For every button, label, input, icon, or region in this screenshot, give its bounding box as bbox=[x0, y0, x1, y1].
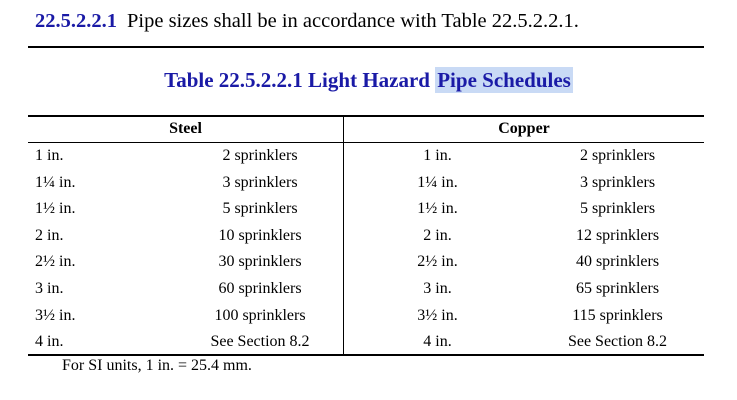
table-row bbox=[0, 145, 737, 172]
steel-size: 4 in. bbox=[35, 333, 64, 351]
table-row bbox=[0, 305, 737, 332]
steel-count: 2 sprinklers bbox=[222, 147, 298, 164]
copper-count: 5 sprinklers bbox=[579, 200, 656, 218]
copper-size: 1¼ in. bbox=[417, 173, 458, 191]
table-row bbox=[0, 198, 737, 225]
steel-count: 3 sprinklers bbox=[222, 173, 298, 191]
copper-size: 3 in. bbox=[423, 279, 452, 297]
table-top-rule bbox=[28, 115, 704, 117]
copper-size: 1½ in. bbox=[417, 200, 458, 218]
table-row bbox=[0, 278, 737, 305]
copper-count: 3 sprinklers bbox=[579, 173, 656, 191]
section-divider bbox=[28, 46, 704, 48]
steel-count: 100 sprinklers bbox=[214, 306, 306, 324]
paragraph bbox=[35, 10, 579, 33]
table-row bbox=[0, 225, 737, 252]
copper-count: 65 sprinklers bbox=[575, 279, 660, 297]
steel-size: 1¼ in. bbox=[35, 173, 76, 191]
header-rule bbox=[28, 142, 704, 143]
table-row bbox=[0, 172, 737, 199]
copper-count: 40 sprinklers bbox=[575, 253, 660, 271]
table-footnote: For SI units, 1 in. = 25.4 mm. bbox=[62, 357, 252, 374]
paragraph-number: 22.5.2.2.1 bbox=[35, 10, 117, 32]
table-title bbox=[0, 68, 737, 93]
table-row bbox=[0, 251, 737, 278]
steel-size: 2½ in. bbox=[35, 253, 76, 271]
copper-count: 12 sprinklers bbox=[575, 226, 660, 244]
table-title-prefix: Table 22.5.2.2.1 Light Hazard bbox=[164, 68, 436, 92]
steel-size: 1½ in. bbox=[35, 200, 76, 218]
steel-size: 3 in. bbox=[35, 279, 64, 297]
copper-count: 115 sprinklers bbox=[572, 306, 663, 324]
copper-size: 1 in. bbox=[423, 147, 452, 164]
steel-count: 60 sprinklers bbox=[218, 279, 302, 297]
steel-size: 3½ in. bbox=[35, 306, 76, 324]
copper-size: 2 in. bbox=[423, 226, 452, 244]
steel-count: See Section 8.2 bbox=[210, 333, 310, 351]
steel-count: 5 sprinklers bbox=[222, 200, 298, 218]
steel-count: 30 sprinklers bbox=[218, 253, 302, 271]
copper-size: 3½ in. bbox=[417, 306, 458, 324]
copper-size: 2½ in. bbox=[417, 253, 458, 271]
copper-count: See Section 8.2 bbox=[567, 333, 668, 351]
table-body bbox=[0, 145, 737, 358]
table-title-highlight: Pipe Schedules bbox=[437, 68, 571, 92]
steel-count: 10 sprinklers bbox=[218, 226, 302, 244]
copper-count: 2 sprinklers bbox=[579, 147, 656, 164]
paragraph-text: Pipe sizes shall be in accordance with Table 22.5.2.2.1. bbox=[127, 10, 579, 32]
header-copper: Copper bbox=[498, 120, 550, 137]
steel-size: 2 in. bbox=[35, 226, 64, 244]
copper-size: 4 in. bbox=[423, 333, 452, 351]
steel-size: 1 in. bbox=[35, 147, 64, 164]
table-bottom-rule bbox=[28, 354, 704, 356]
header-steel: Steel bbox=[169, 120, 202, 137]
